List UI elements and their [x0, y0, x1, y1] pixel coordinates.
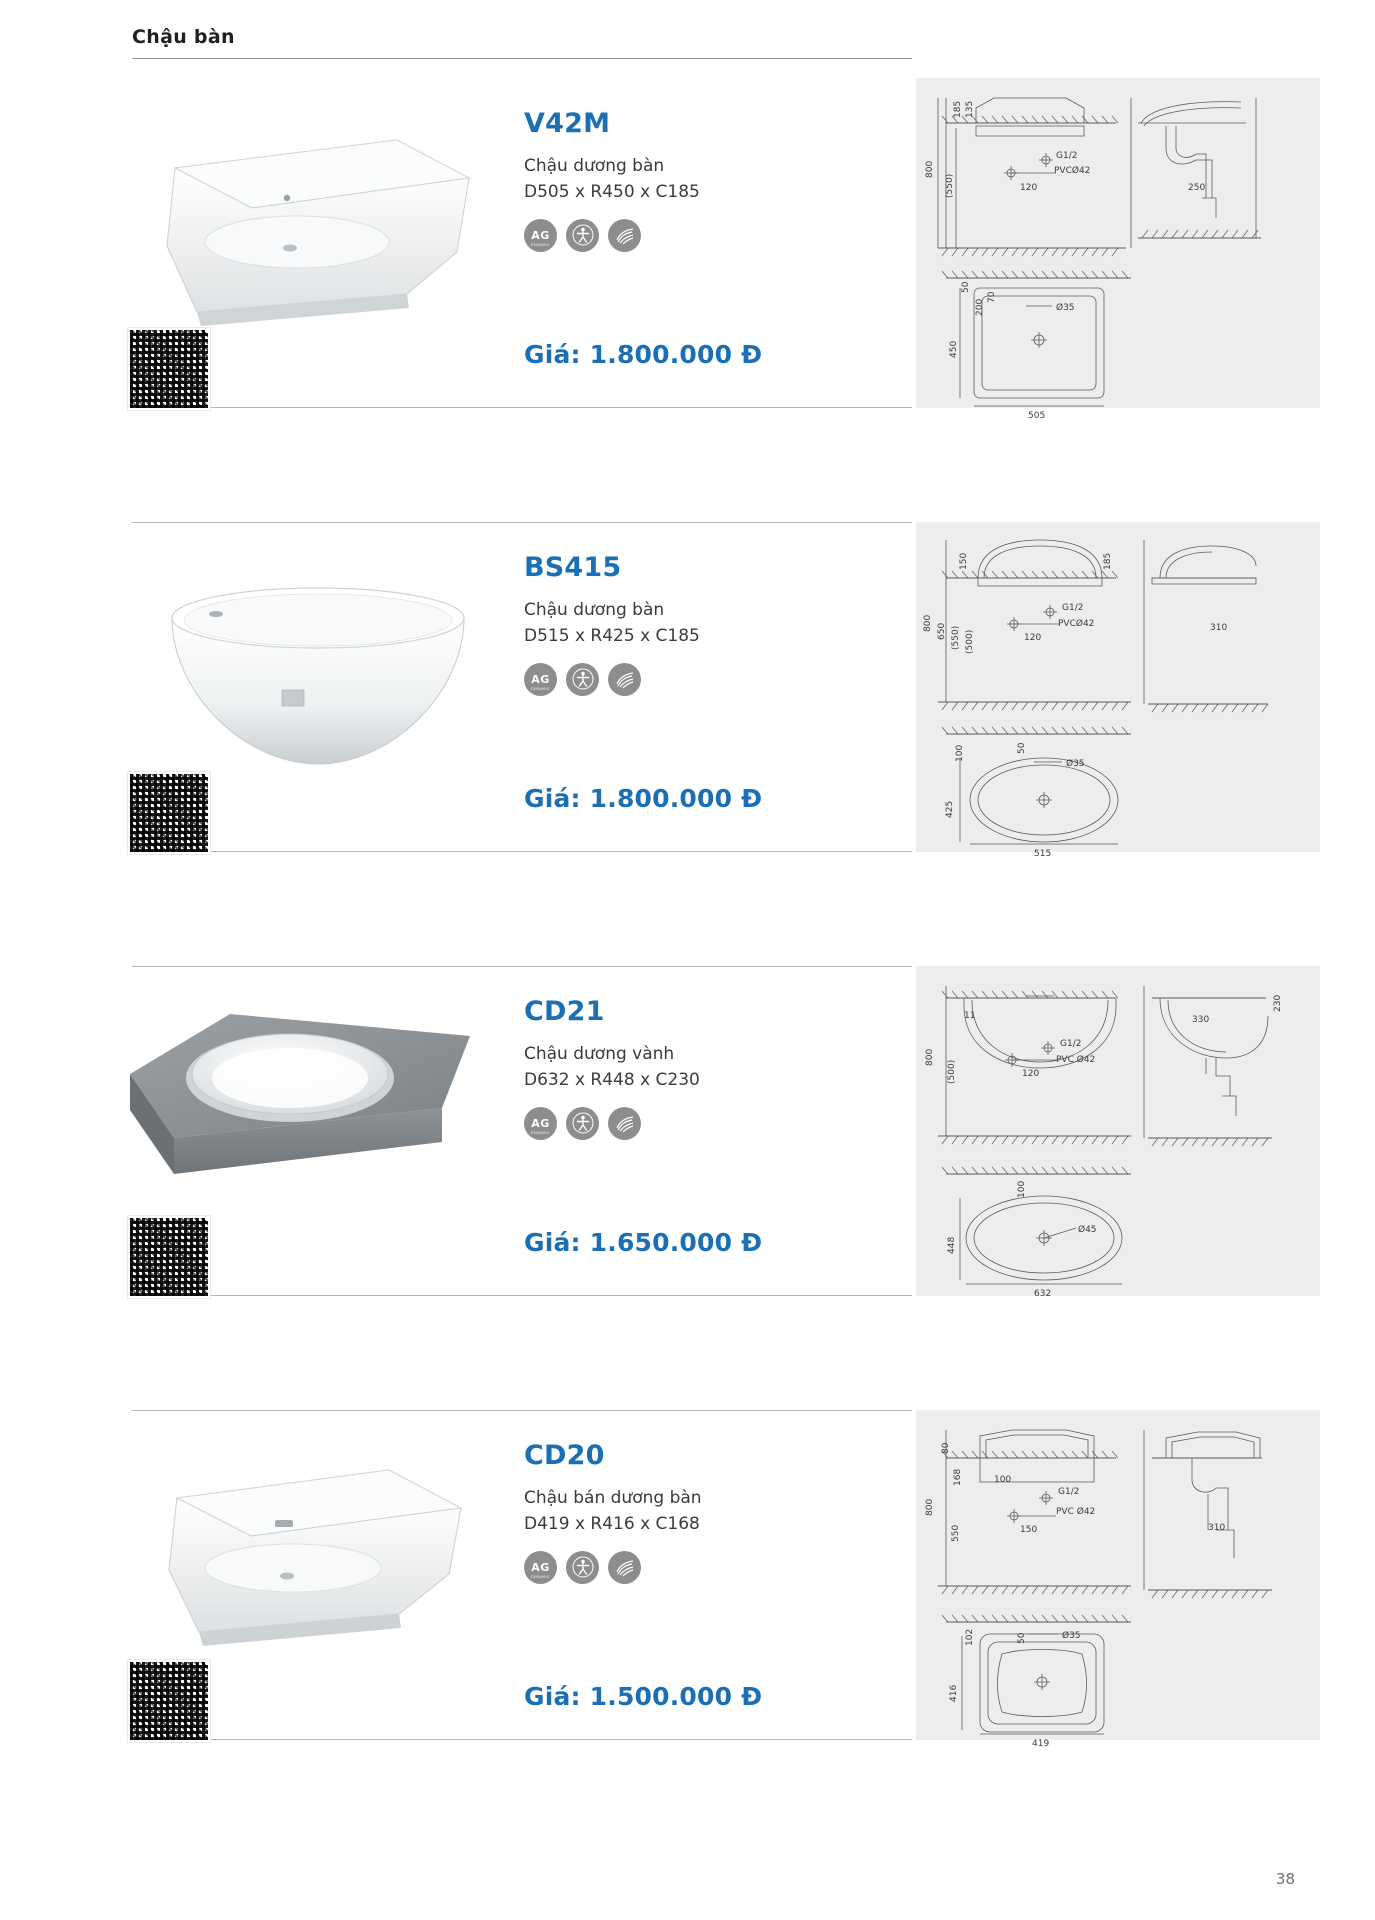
svg-text:11: 11 — [964, 1011, 976, 1021]
ergonomic-icon — [566, 219, 599, 252]
svg-text:419: 419 — [1032, 1739, 1050, 1749]
easy-clean-icon — [608, 1551, 641, 1584]
product-description: Chậu dương bàn — [524, 156, 665, 176]
product-description: Chậu dương bàn — [524, 600, 665, 620]
svg-text:G1/2: G1/2 — [1056, 151, 1078, 161]
svg-text:Ø35: Ø35 — [1066, 759, 1085, 769]
svg-text:185: 185 — [1103, 552, 1113, 570]
product-price: Giá: 1.800.000 Đ — [524, 784, 763, 813]
ag-badge-text: AG — [531, 1116, 550, 1130]
svg-text:800: 800 — [925, 160, 935, 178]
ag-badge-text: AG — [531, 1560, 550, 1574]
svg-text:632: 632 — [1034, 1289, 1052, 1299]
easy-clean-icon — [608, 663, 641, 696]
header-divider — [132, 58, 912, 59]
svg-text:800: 800 — [925, 1498, 935, 1516]
svg-text:80: 80 — [941, 1442, 951, 1454]
svg-text:PVC Ø42: PVC Ø42 — [1056, 1055, 1096, 1065]
product-badges — [524, 663, 910, 696]
svg-text:70: 70 — [987, 291, 997, 303]
svg-text:Ø35: Ø35 — [1056, 303, 1075, 313]
product-code: CD21 — [524, 996, 605, 1027]
ag-badge-text: AG — [531, 228, 550, 242]
product-code: CD20 — [524, 1440, 605, 1471]
ergonomic-icon — [566, 663, 599, 696]
qr-code[interactable] — [128, 772, 210, 854]
svg-text:150: 150 — [959, 552, 969, 570]
product-description: Chậu bán dương bàn — [524, 1488, 702, 1508]
product-row — [132, 78, 912, 408]
svg-text:550: 550 — [951, 1524, 961, 1542]
product-dimensions: D515 x R425 x C185 — [524, 626, 700, 647]
product-price: Giá: 1.500.000 Đ — [524, 1682, 763, 1711]
ag-badge-sub: CERAMIC — [530, 686, 551, 691]
product-badges — [524, 219, 910, 252]
svg-text:120: 120 — [1022, 1069, 1040, 1079]
svg-text:50: 50 — [1017, 742, 1027, 754]
ag-badge-sub: CERAMIC — [530, 1574, 551, 1579]
ag-ceramic-icon — [524, 663, 557, 696]
svg-text:515: 515 — [1034, 849, 1052, 859]
svg-text:800: 800 — [923, 614, 933, 632]
product-code: BS415 — [524, 552, 622, 583]
product-row — [132, 1410, 912, 1740]
svg-text:330: 330 — [1192, 1015, 1210, 1025]
product-price: Giá: 1.650.000 Đ — [524, 1228, 763, 1257]
product-badges — [524, 1107, 910, 1140]
ag-badge-sub: CERAMIC — [530, 242, 551, 247]
svg-text:G1/2: G1/2 — [1060, 1039, 1082, 1049]
svg-text:120: 120 — [1024, 633, 1042, 643]
product-info — [524, 1440, 910, 1584]
svg-text:448: 448 — [947, 1236, 957, 1254]
ag-badge-sub: CERAMIC — [530, 1130, 551, 1135]
ag-ceramic-icon — [524, 219, 557, 252]
svg-text:650: 650 — [937, 622, 947, 640]
svg-text:120: 120 — [1020, 183, 1038, 193]
technical-drawing — [916, 522, 1320, 859]
page-header — [132, 26, 912, 59]
svg-text:100: 100 — [1017, 1180, 1027, 1198]
product-info — [524, 108, 910, 252]
svg-text:50: 50 — [1017, 1632, 1027, 1644]
svg-text:168: 168 — [953, 1468, 963, 1486]
svg-text:450: 450 — [949, 340, 959, 358]
svg-text:PVCØ42: PVCØ42 — [1058, 619, 1095, 629]
product-info — [524, 996, 910, 1140]
product-dimensions: D632 x R448 x C230 — [524, 1070, 700, 1091]
svg-text:800: 800 — [925, 1048, 935, 1066]
svg-text:135: 135 — [965, 100, 975, 118]
svg-text:G1/2: G1/2 — [1062, 603, 1084, 613]
svg-text:(550): (550) — [945, 173, 955, 198]
svg-text:505: 505 — [1028, 411, 1046, 421]
svg-text:102: 102 — [965, 1628, 975, 1646]
page-title: Chậu bàn — [132, 26, 235, 48]
product-price: Giá: 1.800.000 Đ — [524, 340, 763, 369]
ag-ceramic-icon — [524, 1107, 557, 1140]
svg-text:250: 250 — [1188, 183, 1206, 193]
svg-text:310: 310 — [1208, 1523, 1226, 1533]
technical-drawing — [916, 78, 1320, 421]
svg-text:185: 185 — [953, 100, 963, 118]
technical-drawing — [916, 1410, 1320, 1749]
qr-code[interactable] — [128, 1660, 210, 1742]
product-dimensions: D505 x R450 x C185 — [524, 182, 700, 203]
svg-text:50: 50 — [961, 281, 971, 293]
product-info — [524, 552, 910, 696]
svg-text:310: 310 — [1210, 623, 1228, 633]
product-code: V42M — [524, 108, 611, 139]
product-badges — [524, 1551, 910, 1584]
svg-text:Ø35: Ø35 — [1062, 1631, 1081, 1641]
product-dimensions: D419 x R416 x C168 — [524, 1514, 700, 1535]
ergonomic-icon — [566, 1107, 599, 1140]
qr-code[interactable] — [128, 328, 210, 410]
easy-clean-icon — [608, 219, 641, 252]
qr-code[interactable] — [128, 1216, 210, 1298]
svg-text:425: 425 — [945, 800, 955, 818]
svg-text:(500): (500) — [965, 629, 975, 654]
svg-text:Ø45: Ø45 — [1078, 1225, 1097, 1235]
svg-text:100: 100 — [994, 1475, 1012, 1485]
product-row — [132, 966, 912, 1296]
ag-badge-text: AG — [531, 672, 550, 686]
ag-ceramic-icon — [524, 1551, 557, 1584]
svg-text:PVC Ø42: PVC Ø42 — [1056, 1507, 1096, 1517]
product-row — [132, 522, 912, 852]
technical-drawing — [916, 966, 1320, 1299]
svg-text:150: 150 — [1020, 1525, 1038, 1535]
svg-text:200: 200 — [975, 298, 985, 316]
ergonomic-icon — [566, 1551, 599, 1584]
svg-text:416: 416 — [949, 1684, 959, 1702]
svg-text:230: 230 — [1273, 994, 1283, 1012]
svg-text:(550): (550) — [951, 625, 961, 650]
product-description: Chậu dương vành — [524, 1044, 675, 1064]
easy-clean-icon — [608, 1107, 641, 1140]
page-number: 38 — [1275, 1870, 1295, 1888]
svg-text:(500): (500) — [947, 1059, 957, 1084]
svg-text:100: 100 — [955, 744, 965, 762]
svg-text:G1/2: G1/2 — [1058, 1487, 1080, 1497]
svg-text:PVCØ42: PVCØ42 — [1054, 166, 1091, 176]
